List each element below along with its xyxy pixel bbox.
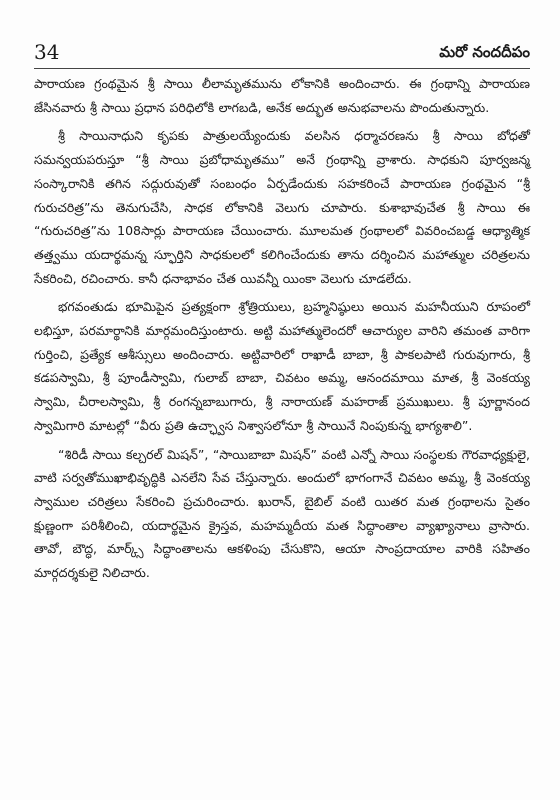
- header-divider: [34, 68, 530, 69]
- page-header: [34, 40, 530, 66]
- page-number: 34: [34, 40, 60, 64]
- body-text: [34, 72, 530, 590]
- paragraph-3: భగవంతుడు భూమిపైన ప్రత్యక్షంగా శ్రోత్రియులు, బ్రహ్మనిష్ఠులు అయిన మహనీయుని రూపంలో లభిస్తూ, పరమార్థానికి మార్గమందిస్తుంటారు. అట్టి మహాత్ములెందరో ఆచార్యుల వారిని తమంత వారిగా గుర్తించి, ప్రత్యేక ఆశీస్సులు అందించారు. అట్టివారిలో రాఖాడీ బాబా, శ్రీ పాకలపాటి గురువుగారు, శ్రీ కడపస్వామి, శ్రీ పూండీస్వామి, గులాబ్ బాబా, చివటం అమ్మ, ఆనందమాయి మాత, శ్రీ వెంకయ్య స్వామి, చీరాలస్వామి, శ్రీ రంగన్నబాబుగారు, శ్రీ నారాయణ్ మహరాజ్ ప్రముఖులు. శ్రీ పూర్ణానంద స్వామిగారి మాటల్లో “వీరు ప్రతి ఉచ్ఛ్వాస నిశ్వాసలోనూ శ్రీ సాయినే నింపుకున్న భాగ్యశాలి”.: [34, 299, 530, 433]
- paragraph-4: “శిరిడీ సాయి కల్చరల్ మిషన్”, “సాయిబాబా మిషన్” వంటి ఎన్నో సాయి సంస్థలకు గౌరవాధ్యక్షులై, వాటి సర్వతోముఖాభివృద్ధికి ఎనలేని సేవ చేస్తున్నారు. అందులో భాగంగానే చివటం అమ్మ, శ్రీ వెంకయ్య స్వాముల చరిత్రలు సేకరించి ప్రచురించారు. ఖురాన్, బైబిల్ వంటి యితర మత గ్రంథాలను సైతం క్షుణ్ణంగా పరిశీలించి, యదార్థమైన క్రైస్తవ, మహమ్మదీయ మత సిద్ధాంతాల వ్యాఖ్యానాలు వ్రాసారు. తావో, బౌద్ధ, మార్క్స్ సిద్ధాంతాలను ఆకళింపు చేసుకొని, ఆయా సాంప్రదాయాల వారికి సహితం మార్గదర్శకులై నిలిచారు.: [34, 446, 530, 581]
- running-title: మరో నందదీపం: [439, 43, 530, 61]
- paragraph-2: శ్రీ సాయినాధుని కృపకు పాత్రులయ్యేందుకు వలసిన ధర్మాచరణను శ్రీ సాయి బోధతో సమన్వయపరుస్తూ “శ్రీ సాయి ప్రబోధామృతము” అనే గ్రంథాన్ని వ్రాశారు. సాధకుని పూర్వజన్మ సంస్కారానికి తగిన సద్గురువుతో సంబంధం ఏర్పడేందుకు సహకరించే పారాయణ గ్రంథమైన “శ్రీ గురుచరిత్ర”ను తెనుగుచేసి, సాధక లోకానికి వెలుగు చూపారు. కుశాభావుచేత శ్రీ సాయి ఈ “గురుచరిత్ర”ను 108సార్లు పారాయణ చేయించారు. మూలమత గ్రంథాలలో వివరించబడ్డ ఆధ్యాత్మిక తత్త్వము యదార్థమన్న స్ఫూర్తిని సాధకులలో కలిగించేందుకు తాను దర్శించిన మహాత్ముల చరిత్రలను సేకరించి, రచించారు. కానీ ధనాభావం చేత యివన్నీ యింకా వెలుగు చూడలేదు.: [34, 128, 530, 286]
- paragraph-1: పారాయణ గ్రంథమైన శ్రీ సాయి లీలామృతమును లోకానికి అందించారు. ఈ గ్రంథాన్ని పారాయణ జేసినవారు శ్రీ సాయి ప్రధాన పరిధిలోకి లాగబడి, అనేక అద్భుత అనుభవాలను పొందుతున్నారు.: [34, 76, 530, 115]
